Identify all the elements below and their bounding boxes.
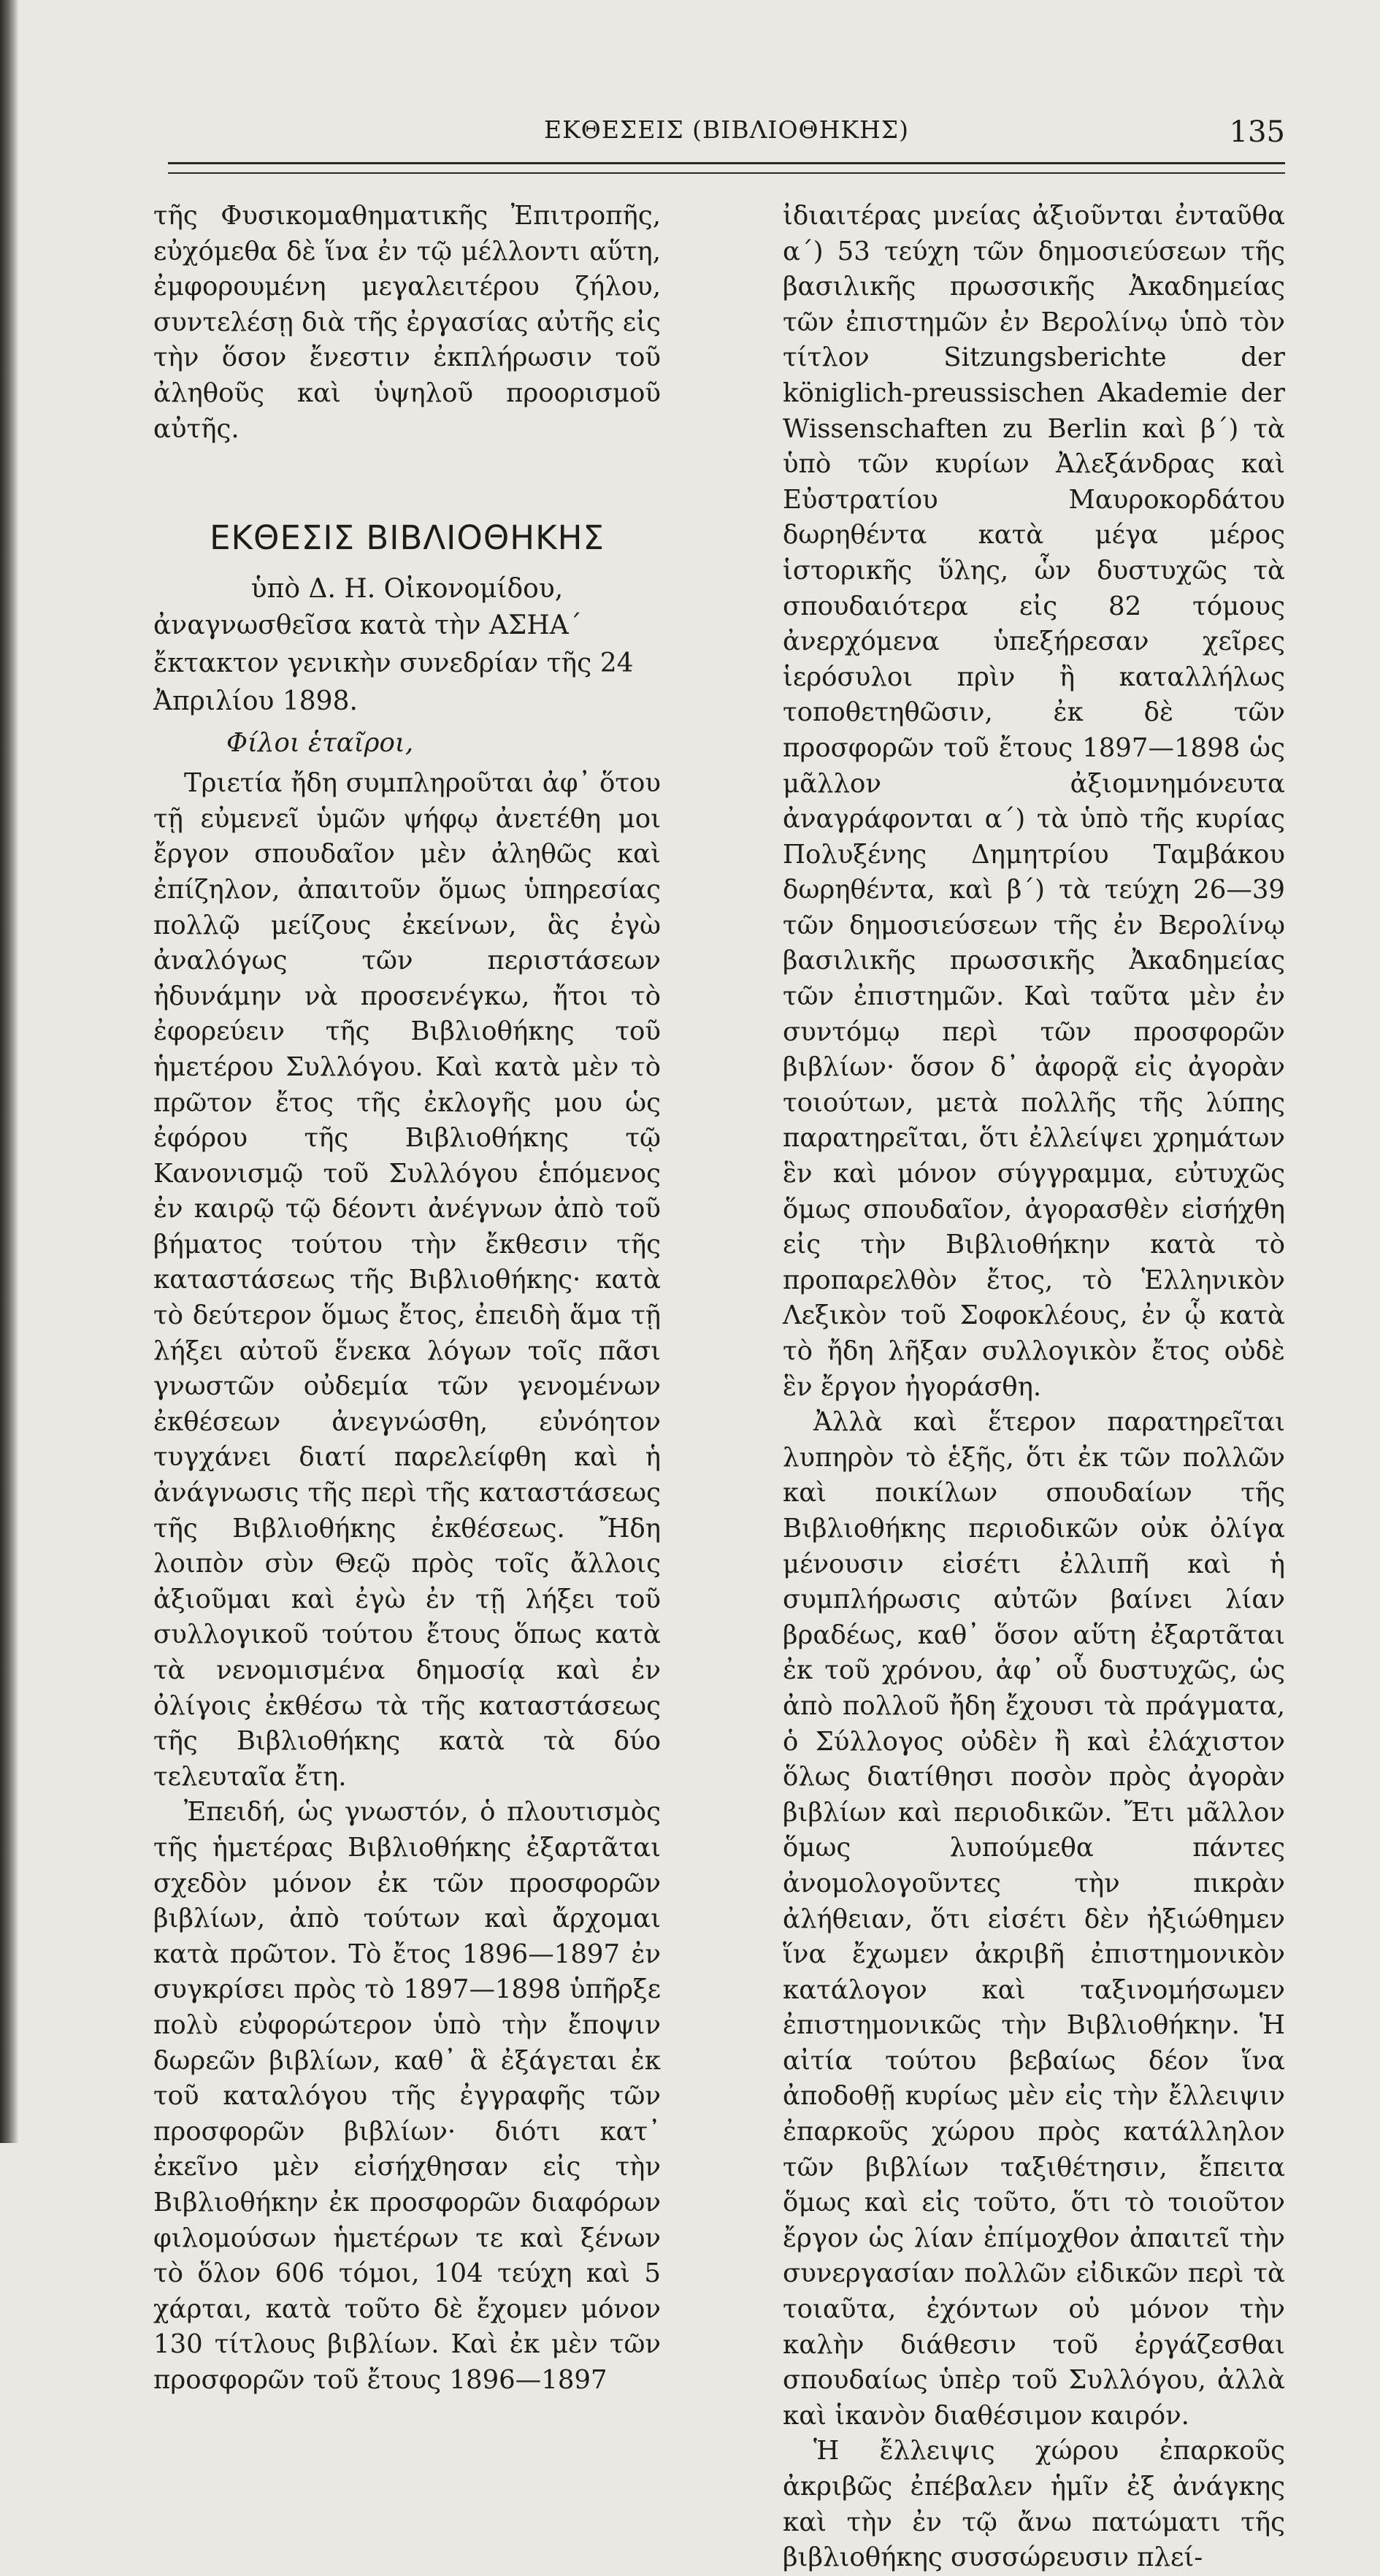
reading-note: ἀναγνωσθεῖσα κατὰ τὴν ΑΣΗΑ΄ ἔκτακτον γενικὴν συνεδρίαν τῆς 24 Ἀπριλίου 1898. xyxy=(153,610,634,717)
body-paragraph: Ἡ ἔλλειψις χώρου ἐπαρκοῦς ἀκριβῶς ἐπέβαλεν ἡμῖν ἐξ ἀνάγκης καὶ τὴν ἐν τῷ ἄνω πατώματι τῆς βιβλιοθήκης συσσώρευσιν πλεί- xyxy=(783,2436,1285,2573)
body-paragraph: Ἀλλὰ καὶ ἕτερον παρατηρεῖται λυπηρὸν τὸ ἑξῆς, ὅτι ἐκ τῶν πολλῶν καὶ ποικίλων σπουδαίων τῆς Βιβλιοθήκης περιοδικῶν οὐκ ὀλίγα μένουσιν εἰσέτι ἐλλιπῆ καὶ ἡ συμπλήρωσις αὐτῶν βαίνει λίαν βραδέως, καθ᾽ ὅσον αὕτη ἐξαρτᾶται ἐκ τοῦ χρόνου, ἀφ᾽ οὗ δυστυχῶς, ὡς ἀπὸ πολλοῦ ἤδη ἔχουσι τὰ πράγματα, ὁ Σύλλογος οὐδὲν ἢ καὶ ἐλάχιστον ὅλως διατίθησι ποσὸν πρὸς ἀγορὰν βιβλίων καὶ περιοδικῶν. Ἔτι μᾶλλον ὅμως λυπούμεθα πάντες ἀνομολογοῦντες τὴν πικρὰν ἀλήθειαν, ὅτι εἰσέτι δὲν ἠξιώθημεν ἵνα ἔχωμεν ἀκριβῆ ἐπιστημονικὸν κατάλογον καὶ ταξινομήσωμεν ἐπιστημονικῶς τὴν Βιβλιοθήκην. Ἡ αἰτία τούτου βεβαίως δέον ἵνα ἀποδοθῇ κυρίως μὲν εἰς τὴν ἔλλειψιν ἐπαρκοῦς χώρου πρὸς κατάλληλον τῶν βιβλίων ταξιθέτησιν, ἔπειτα ὅμως καὶ εἰς τοῦτο, ὅτι τὸ τοιοῦτον ἔργον ὡς λίαν ἐπίμοχθον ἀπαιτεῖ τὴν συνεργασίαν πολλῶν εἰδικῶν περὶ τὰ τοιαῦτα, ἐχόντων οὐ μόνον τὴν καλὴν διάθεσιν τοῦ ἐργάζεσθαι σπουδαίως ὑπὲρ τοῦ Συλλόγου, ἀλλὰ καὶ ἱκανὸν διαθέσιμον καιρόν. xyxy=(783,1407,1285,2431)
right-column xyxy=(783,199,1285,2576)
body-paragraph: Ἐπειδή, ὡς γνωστόν, ὁ πλουτισμὸς τῆς ἡμετέρας Βιβλιοθήκης ἐξαρτᾶται σχεδὸν μόνον ἐκ τῶν προσφορῶν βιβλίων, ἀπὸ τούτων καὶ ἄρχομαι κατὰ πρῶτον. Τὸ ἔτος 1896—1897 ἐν συγκρίσει πρὸς τὸ 1897—1898 ὑπῆρξε πολὺ εὐφορώτερον ὑπὸ τὴν ἔποψιν δωρεῶν βιβλίων, καθ᾽ ἃ ἐξάγεται ἐκ τοῦ καταλόγου τῆς ἐγγραφῆς τῶν προσφορῶν βιβλίων· διότι κατ᾽ ἐκεῖνο μὲν εἰσήχθησαν εἰς τὴν Βιβλιοθήκην ἐκ προσφορῶν διαφόρων φιλομούσων ἡμετέρων τε καὶ ξένων τὸ ὅλον 606 τόμοι, 104 τεύχη καὶ 5 χάρται, κατὰ τοῦτο δὲ ἔχομεν μόνον 130 τίτλους βιβλίων. Καὶ ἐκ μὲν τῶν προσφορῶν τοῦ ἔτους 1896—1897 xyxy=(153,1797,661,2395)
running-head xyxy=(168,115,1285,159)
header-rule-bottom xyxy=(168,172,1285,174)
body-paragraph: ἰδιαιτέρας μνείας ἀξιοῦνται ἐνταῦθα α΄) 53 τεύχη τῶν δημοσιεύσεων τῆς βασιλικῆς πρωσσικῆς Ἀκαδημείας τῶν ἐπιστημῶν ἐν Βερολίνῳ ὑπὸ τὸν τίτλον Sitzungsberichte der königlich-preussischen Akademie der Wissenschaften zu Berlin καὶ β΄) τὰ ὑπὸ τῶν κυρίων Ἀλεξάνδρας καὶ Εὐστρατίου Μαυροκορδάτου δωρηθέντα κατὰ μέγα μέρος ἱστορικῆς ὕλης, ὧν δυστυχῶς τὰ σπουδαιότερα εἰς 82 τόμους ἀνερχόμενα ὑπεξήρεσαν χεῖρες ἱερόσυλοι πρὶν ἢ καταλλήλως τοποθετηθῶσιν, ἐκ δὲ τῶν προσφορῶν τοῦ ἔτους 1897—1898 ὡς μᾶλλον ἀξιομνημόνευτα ἀναγράφονται α΄) τὰ ὑπὸ τῆς κυρίας Πολυξένης Δημητρίου Ταμβάκου δωρηθέντα, καὶ β΄) τὰ τεύχη 26—39 τῶν δημοσιεύσεων τῆς ἐν Βερολίνῳ βασιλικῆς πρωσσικῆς Ἀκαδημείας τῶν ἐπιστημῶν. Καὶ ταῦτα μὲν ἐν συντόμῳ περὶ τῶν προσφορῶν βιβλίων· ὅσον δ᾽ ἀφορᾷ εἰς ἀγορὰν τοιούτων, μετὰ πολλῆς τῆς λύπης παρατηρεῖται, ὅτι ἐλλείψει χρημάτων ἓν καὶ μόνον σύγγραμμα, εὐτυχῶς ὅμως σπουδαῖον, ἀγορασθὲν εἰσήχθη εἰς τὴν Βιβλιοθήκην κατὰ τὸ προπαρελθὸν ἔτος, τὸ Ἑλληνικὸν Λεξικὸν τοῦ Σοφοκλέους, ἐν ᾧ κατὰ τὸ ἤδη λῆξαν συλλογικὸν ἔτος οὐδὲ ἓν ἔργον ἠγοράσθη. xyxy=(783,201,1285,1402)
author-byline: ὑπὸ Δ. Η. Οἰκονομίδου, xyxy=(250,574,564,605)
body-paragraph: Τριετία ἤδη συμπληροῦται ἀφ᾽ ὅτου τῇ εὐμενεῖ ὑμῶν ψήφῳ ἀνετέθη μοι ἔργον σπουδαῖον μὲν ἀληθῶς καὶ ἐπίζηλον, ἀπαιτοῦν ὅμως ὑπηρεσίας πολλῷ μείζους ἐκείνων, ἃς ἐγὼ ἀναλόγως τῶν περιστάσεων ἠδυνάμην νὰ προσενέγκω, ἤτοι τὸ ἐφορεύειν τῆς Βιβλιοθήκης τοῦ ἡμετέρου Συλλόγου. Καὶ κατὰ μὲν τὸ πρῶτον ἔτος τῆς ἐκλογῆς μου ὡς ἐφόρου τῆς Βιβλιοθήκης τῷ Κανονισμῷ τοῦ Συλλόγου ἑπόμενος ἐν καιρῷ τῷ δέοντι ἀνέγνων ἀπὸ τοῦ βήματος τούτου τὴν ἔκθεσιν τῆς καταστάσεως τῆς Βιβλιοθήκης· κατὰ τὸ δεύτερον ὅμως ἔτος, ἐπειδὴ ἅμα τῇ λήξει αὐτοῦ ἕνεκα λόγων τοῖς πᾶσι γνωστῶν οὐδεμία τῶν γενομένων ἐκθέσεων ἀνεγνώσθη, εὐνόητον τυγχάνει διατί παρελείφθη καὶ ἡ ἀνάγνωσις τῆς περὶ τῆς καταστάσεως τῆς Βιβλιοθήκης ἐκθέσεως. Ἤδη λοιπὸν σὺν Θεῷ πρὸς τοῖς ἄλλοις ἀξιοῦμαι καὶ ἐγὼ ἐν τῇ λήξει τοῦ συλλογικοῦ τούτου ἔτους ὅπως κατὰ τὰ νενομισμένα δημοσίᾳ καὶ ἐν ὀλίγοις ἐκθέσω τὰ τῆς καταστάσεως τῆς Βιβλιοθήκης κατὰ τὰ δύο τελευταῖα ἔτη. xyxy=(153,768,661,1792)
salutation: Φίλοι ἑταῖροι, xyxy=(226,728,414,759)
section-title: ΕΚΘΕΣΙΣ ΒΙΒΛΙΟΘΗΚΗΣ xyxy=(210,518,605,558)
opening-paragraph: τῆς Φυσικομαθηματικῆς Ἐπιτροπῆς, εὐχόμεθα δὲ ἵνα ἐν τῷ μέλλοντι αὕτη, ἐμφορουμένη μεγαλειτέρου ζήλου, συντελέσῃ διὰ τῆς ἐργασίας αὐτῆς εἰς τὴν ὅσον ἔνεστιν ἐκπλήρωσιν τοῦ ἀληθοῦς καὶ ὑψηλοῦ προορισμοῦ αὐτῆς. xyxy=(153,201,661,444)
left-column xyxy=(153,199,661,2398)
page-number: 135 xyxy=(1229,115,1285,149)
report-title-block xyxy=(153,516,661,607)
running-title: ΕΚΘΕΣΕΙΣ (ΒΙΒΛΙΟΘΗΚΗΣ) xyxy=(544,115,909,144)
header-rule-top xyxy=(168,162,1285,164)
binding-gutter-shadow xyxy=(0,0,19,2143)
